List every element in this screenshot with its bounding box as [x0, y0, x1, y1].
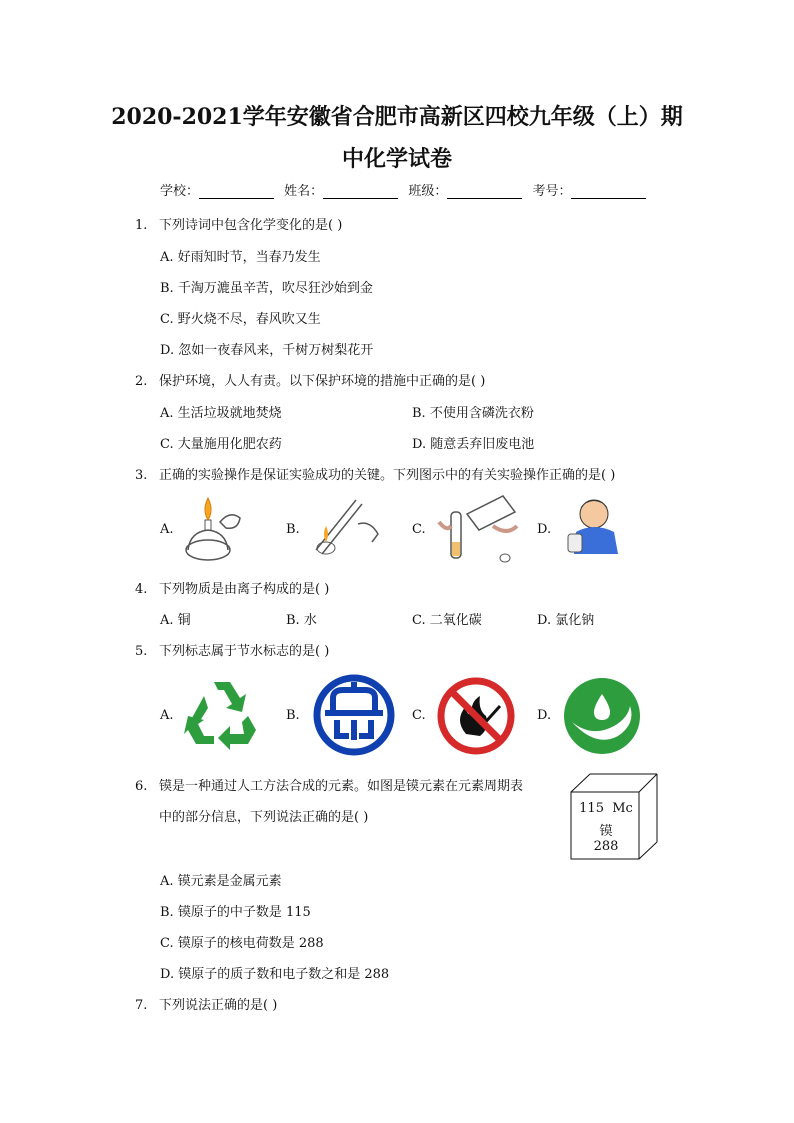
student-info-row [160, 180, 652, 199]
element-number-symbol: 115 Mc [579, 801, 633, 816]
title-line-1: 2020-2021学年安徽省合肥市高新区四校九年级（上）期 [111, 104, 683, 130]
q3-option-b[interactable]: B. [286, 522, 300, 537]
q1-option-d[interactable]: D. 忽如一夜春风来，千树万树梨花开 [160, 343, 374, 358]
element-name: 镆 [599, 824, 613, 839]
q2-option-a[interactable]: A. 生活垃圾就地焚烧 [160, 406, 282, 421]
q4-option-d[interactable]: D. 氯化钠 [537, 613, 595, 628]
question-6-line-2: 中的部分信息，下列说法正确的是( ) [159, 810, 369, 825]
q2-option-c[interactable]: C. 大量施用化肥农药 [160, 437, 282, 452]
q1-option-a[interactable]: A. 好雨知时节，当春乃发生 [160, 250, 321, 265]
q6-option-b[interactable]: B. 镆原子的中子数是 115 [160, 905, 311, 920]
q5-option-b[interactable]: B. [286, 708, 300, 723]
name-label: 姓名： [284, 184, 324, 199]
name-blank[interactable] [323, 184, 398, 199]
q5-option-c[interactable]: C. [412, 708, 426, 723]
q2-option-b[interactable]: B. 不使用含磷洗衣粉 [412, 406, 534, 421]
question-6: 6. 镆是一种通过人工方法合成的元素。如图是镆元素在元素周期表 [135, 779, 524, 794]
q5-option-a[interactable]: A. [160, 708, 174, 723]
recycling-symbol-icon [184, 678, 260, 752]
q5-option-d[interactable]: D. [537, 708, 552, 723]
q3-option-c[interactable]: C. [412, 522, 426, 537]
pouring-liquid-image [433, 492, 523, 564]
q4-option-b[interactable]: B. 水 [286, 613, 317, 628]
q4-option-c[interactable]: C. 二氧化碳 [412, 613, 482, 628]
title-line-2: 中化学试卷 [341, 146, 452, 172]
exam-no-blank[interactable] [571, 184, 646, 199]
water-drop-symbol-icon [562, 676, 642, 756]
class-blank[interactable] [447, 184, 522, 199]
question-1: 1. 下列诗词中包含化学变化的是( ) [135, 218, 343, 233]
q6-option-a[interactable]: A. 镆元素是金属元素 [160, 874, 282, 889]
no-fire-symbol-icon [436, 676, 516, 756]
school-blank[interactable] [199, 184, 274, 199]
q1-option-c[interactable]: C. 野火烧不尽，春风吹又生 [160, 312, 321, 327]
smelling-gas-image [562, 492, 622, 556]
class-label: 班级： [408, 184, 448, 199]
q2-option-d[interactable]: D. 随意丢弃旧废电池 [412, 437, 535, 452]
q6-option-d[interactable]: D. 镆原子的质子数和电子数之和是 288 [160, 967, 390, 982]
exam-no-label: 考号： [532, 184, 572, 199]
test-tube-heating-image [306, 490, 386, 562]
water-saving-symbol-icon [313, 674, 395, 756]
q3-option-a[interactable]: A. [160, 522, 174, 537]
question-3: 3. 正确的实验操作是保证实验成功的关键。下列图示中的有关实验操作正确的是( ) [135, 468, 616, 483]
question-7: 7. 下列说法正确的是( ) [135, 998, 278, 1013]
q4-option-a[interactable]: A. 铜 [160, 613, 191, 628]
question-2: 2. 保护环境，人人有责。以下保护环境的措施中正确的是( ) [135, 374, 486, 389]
q6-option-c[interactable]: C. 镆原子的核电荷数是 288 [160, 936, 324, 951]
q3-option-d[interactable]: D. [537, 522, 552, 537]
school-label: 学校： [160, 184, 200, 199]
question-4: 4. 下列物质是由离子构成的是( ) [135, 582, 330, 597]
question-5: 5. 下列标志属于节水标志的是( ) [135, 644, 330, 659]
element-mass: 288 [593, 839, 619, 854]
alcohol-lamp-lighting-image [178, 492, 248, 564]
q1-option-b[interactable]: B. 千淘万漉虽辛苦，吹尽狂沙始到金 [160, 281, 373, 296]
